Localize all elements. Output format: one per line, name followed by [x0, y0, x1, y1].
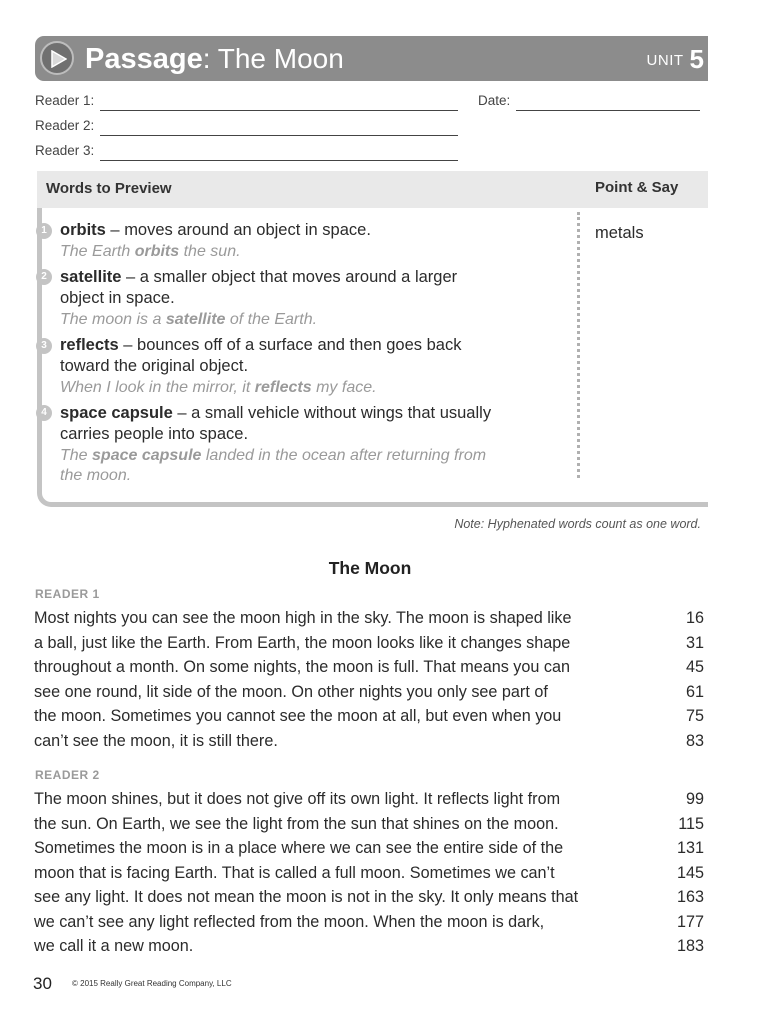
example-text: The moon is a: [60, 311, 166, 328]
page-title: [85, 40, 344, 78]
title-rest: : The Moon: [202, 43, 344, 74]
example-bold: satellite: [165, 311, 226, 328]
example-text: The: [60, 447, 93, 464]
example-text: the sun.: [179, 243, 241, 260]
reader3-line[interactable]: [100, 146, 458, 161]
title-strong: Passage: [85, 43, 203, 75]
unit-number: 5: [689, 44, 704, 74]
date-line[interactable]: [516, 96, 700, 111]
example-bold: reflects: [254, 379, 312, 396]
reader1-line[interactable]: [100, 96, 458, 111]
vocab-definition: – bounces off of a surface and then goes back: [118, 336, 462, 354]
date-label: Date:: [478, 93, 511, 108]
word-count: 31: [685, 634, 704, 652]
copyright-text: © 2015 Really Great Reading Company, LLC: [72, 979, 232, 988]
vocab-example: [60, 377, 377, 398]
vocab-word: satellite: [60, 268, 122, 286]
point-say-title: Point & Say: [595, 179, 679, 196]
word-count: 16: [685, 609, 704, 627]
word-count: 83: [685, 732, 704, 750]
word-count: 145: [676, 864, 704, 882]
vocab-item-space-capsule: [60, 403, 491, 424]
word-count: 163: [676, 888, 704, 906]
passage-line: the sun. On Earth, we see the light from the sun that shines on the moon.: [34, 815, 559, 833]
word-count: 115: [678, 815, 704, 833]
preview-title: Words to Preview: [46, 180, 172, 197]
vocab-word: reflects: [60, 336, 119, 354]
vocab-example: [60, 445, 486, 466]
unit-label: UNIT: [646, 52, 684, 69]
reader2-field[interactable]: [35, 116, 458, 136]
vocab-example-cont: the moon.: [60, 467, 132, 484]
passage-line: throughout a month. On some nights, the moon is full. That means you can: [34, 658, 570, 676]
passage-line: a ball, just like the Earth. From Earth, the moon looks like it changes shape: [34, 634, 571, 652]
vocab-item-orbits: [60, 220, 371, 241]
passage-line: Sometimes the moon is in a place where we can see the entire side of the: [34, 839, 564, 857]
passage-line: The moon shines, but it does not give off its own light. It reflects light from: [34, 790, 561, 808]
word-count: 75: [685, 707, 704, 725]
reader1-label: Reader 1:: [35, 93, 95, 108]
passage-line: can’t see the moon, it is still there.: [34, 732, 278, 750]
passage-line: we call it a new moon.: [34, 937, 194, 955]
vocab-definition-cont: toward the original object.: [60, 357, 249, 375]
word-count: 61: [685, 683, 704, 701]
passage-line: Most nights you can see the moon high in the sky. The moon is shaped like: [34, 609, 572, 627]
passage-line: moon that is facing Earth. That is called a full moon. Sometimes we can’t: [34, 864, 555, 882]
example-text: my face.: [311, 379, 377, 396]
passage-title: The Moon: [328, 558, 412, 578]
example-bold: orbits: [134, 243, 180, 260]
item-number-badge: 4: [36, 405, 52, 421]
dotted-divider: [577, 212, 580, 478]
word-count: 45: [685, 658, 704, 676]
word-count: 131: [676, 839, 704, 857]
example-text: of the Earth.: [225, 311, 318, 328]
passage-line: see one round, lit side of the moon. On other nights you only see part of: [34, 683, 548, 701]
vocab-definition-cont: carries people into space.: [60, 425, 249, 443]
word-count: 99: [685, 790, 704, 808]
passage-line: we can’t see any light reflected from the moon. When the moon is dark,: [34, 913, 545, 931]
hyphen-note: Note: Hyphenated words count as one word.: [454, 517, 701, 531]
passage-line: the moon. Sometimes you cannot see the moon at all, but even when you: [34, 707, 562, 725]
vocab-example: [60, 309, 317, 330]
example-text: When I look in the mirror, it: [60, 379, 255, 396]
vocab-item-satellite: [60, 267, 457, 288]
page-number: 30: [33, 974, 52, 993]
vocab-definition: – moves around an object in space.: [105, 221, 371, 239]
vocab-definition-cont: object in space.: [60, 289, 175, 307]
example-bold: space capsule: [92, 447, 202, 464]
date-field[interactable]: [478, 91, 700, 111]
word-count: 183: [676, 937, 704, 955]
item-number-badge: 1: [36, 223, 52, 239]
reader3-field[interactable]: [35, 141, 458, 161]
reader1-section-label: READER 1: [35, 587, 100, 601]
vocab-word: orbits: [60, 221, 106, 239]
vocab-definition: – a smaller object that moves around a larger: [121, 268, 458, 286]
unit-indicator: [647, 44, 704, 74]
example-text: landed in the ocean after returning from: [201, 447, 487, 464]
play-icon: [40, 41, 74, 75]
reader2-label: Reader 2:: [35, 118, 95, 133]
vocab-definition: – a small vehicle without wings that usually: [172, 404, 492, 422]
example-text: The Earth: [60, 243, 135, 260]
reader1-field[interactable]: [35, 91, 458, 111]
item-number-badge: 2: [36, 269, 52, 285]
item-number-badge: 3: [36, 338, 52, 354]
word-count: 177: [676, 913, 704, 931]
reader3-label: Reader 3:: [35, 143, 95, 158]
vocab-example: [60, 241, 241, 262]
passage-line: see any light. It does not mean the moon is not in the sky. It only means that: [34, 888, 579, 906]
reader2-section-label: READER 2: [35, 768, 100, 782]
vocab-word: space capsule: [60, 404, 173, 422]
point-say-word: metals: [595, 224, 644, 242]
reader2-line[interactable]: [100, 121, 458, 136]
vocab-item-reflects: [60, 335, 461, 356]
